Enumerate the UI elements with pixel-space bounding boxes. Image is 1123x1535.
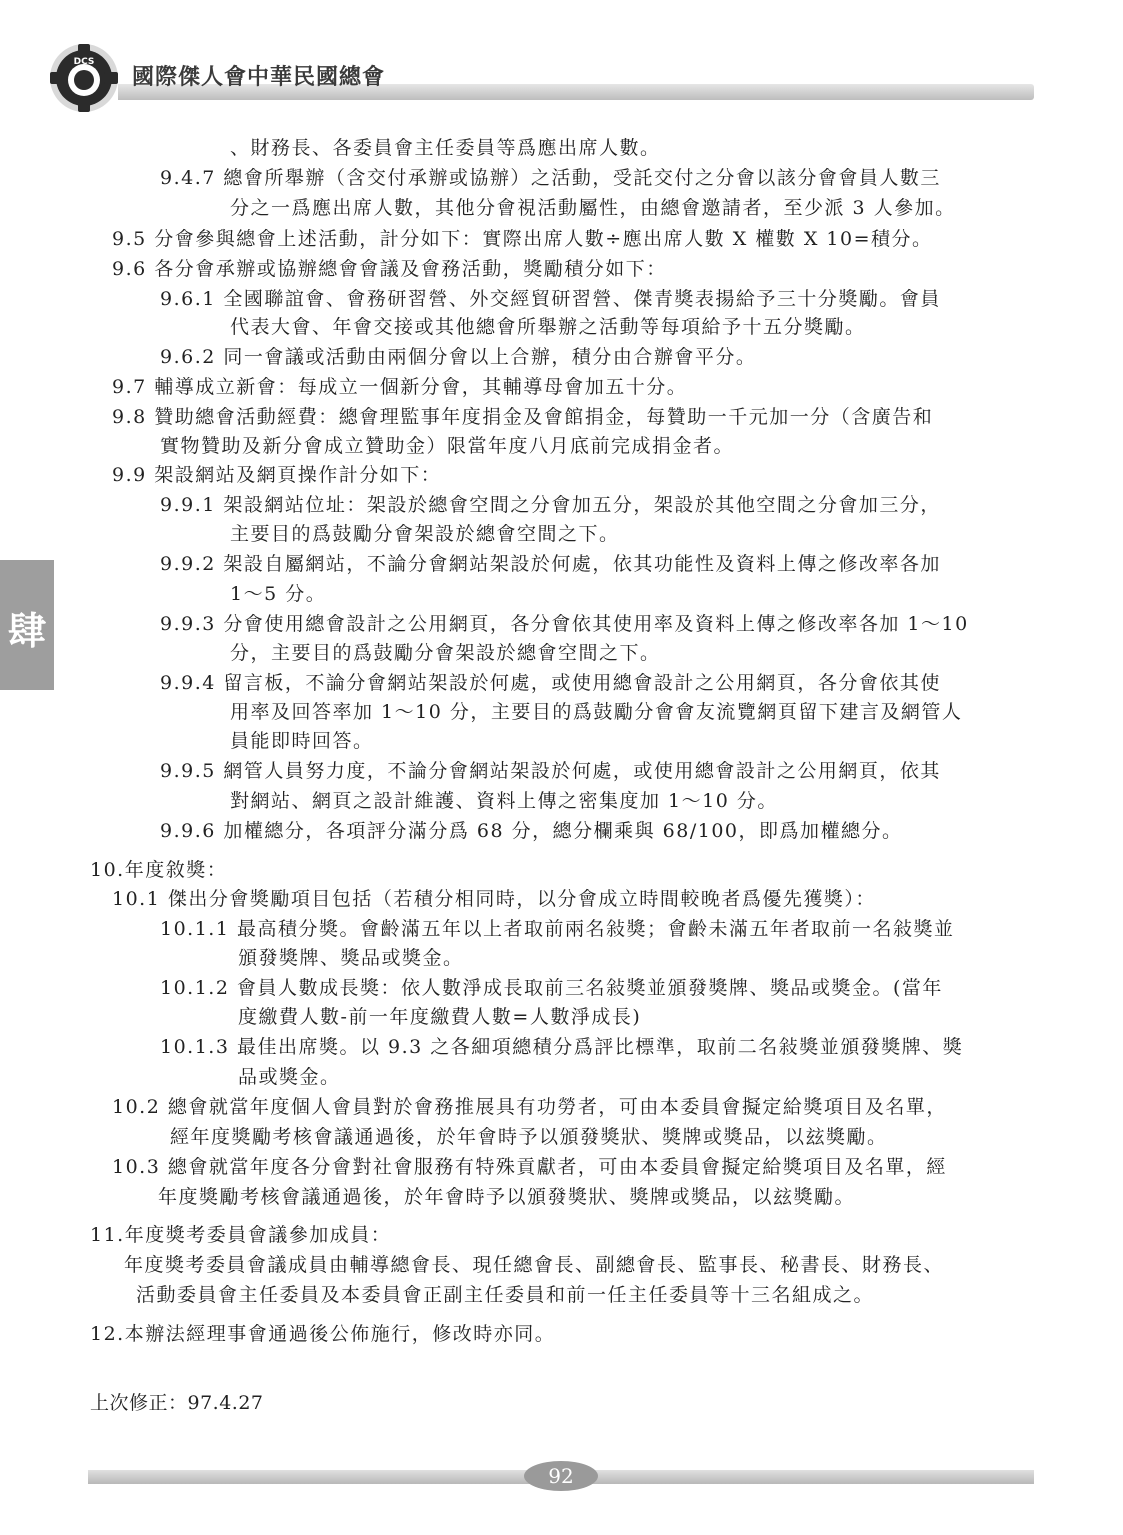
text-line: 年度獎考委員會議成員由輔導總會長、現任總會長、副總會長、監事長、秘書長、財務長、 <box>124 1254 945 1276</box>
text-line: 10.年度敘獎： <box>90 859 228 881</box>
text-line: 10.2 總會就當年度個人會員對於會務推展具有功勞者，可由本委員會擬定給獎項目及名單， <box>112 1096 947 1118</box>
text-line: 、財務長、各委員會主任委員等爲應出席人數。 <box>230 137 661 159</box>
text-line: 實物贊助及新分會成立贊助金）限當年度八月底前完成捐金者。 <box>160 435 735 457</box>
text-line: 9.9 架設網站及網頁操作計分如下： <box>112 464 442 486</box>
text-line: 年度獎勵考核會議通過後，於年會時予以頒發獎狀、獎牌或獎品，以玆獎勵。 <box>158 1186 856 1208</box>
dcs-logo-icon <box>48 42 120 114</box>
text-line: 代表大會、年會交接或其他總會所舉辦之活動等每項給予十五分獎勵。 <box>230 316 866 338</box>
text-line: 活動委員會主任委員及本委員會正副主任委員和前一任主任委員等十三名組成之。 <box>136 1284 875 1306</box>
text-line: 10.3 總會就當年度各分會對社會服務有特殊貢獻者，可由本委員會擬定給獎項目及名單，經 <box>112 1156 947 1178</box>
text-line: 用率及回答率加 1～10 分，主要目的爲鼓勵分會會友流覽網頁留下建言及網管人 <box>230 701 963 723</box>
page-header <box>0 0 1123 110</box>
text-line: 11.年度獎考委員會議參加成員： <box>90 1224 392 1246</box>
text-line: 10.1 傑出分會獎勵項目包括（若積分相同時，以分會成立時間較晚者爲優先獲獎）： <box>112 888 876 910</box>
text-line: 12.本辦法經理事會通過後公佈施行，修改時亦同。 <box>90 1323 556 1345</box>
text-line: 9.5 分會參與總會上述活動，計分如下：實際出席人數÷應出席人數 X 權數 X 10=積分。 <box>112 228 933 250</box>
text-line: 主要目的爲鼓勵分會架設於總會空間之下。 <box>230 523 620 545</box>
text-line: 1～5 分。 <box>230 583 327 605</box>
text-line: 經年度獎勵考核會議通過後，於年會時予以頒發獎狀、獎牌或獎品，以玆獎勵。 <box>170 1126 888 1148</box>
text-line: 9.6.1 全國聯誼會、會務研習營、外交經貿研習營、傑青獎表揚給予三十分獎勵。會員 <box>160 288 941 310</box>
text-line: 品或獎金。 <box>238 1066 341 1088</box>
text-line: 10.1.2 會員人數成長獎：依人數淨成長取前三名敍獎並頒發獎牌、獎品或獎金。(當年 <box>160 977 943 999</box>
text-line: 對網站、網頁之設計維護、資料上傳之密集度加 1～10 分。 <box>230 790 778 812</box>
text-line: 9.9.2 架設自屬網站，不論分會網站架設於何處，依其功能性及資料上傳之修改率各加 <box>160 553 941 575</box>
text-line: 9.6 各分會承辦或協辦總會會議及會務活動，獎勵積分如下： <box>112 258 667 280</box>
chapter-tab-label: 肆 <box>7 608 46 653</box>
text-line: 員能即時回答。 <box>230 730 374 752</box>
text-line: 9.9.3 分會使用總會設計之公用網頁，各分會依其使用率及資料上傳之修改率各加 1～10 <box>160 613 969 635</box>
chapter-tab <box>0 560 54 690</box>
text-line: 9.9.1 架設網站位址：架設於總會空間之分會加五分，架設於其他空間之分會加三分， <box>160 494 941 516</box>
text-line: 9.9.5 網管人員努力度，不論分會網站架設於何處，或使用總會設計之公用網頁，依其 <box>160 760 941 782</box>
text-line: 9.7 輔導成立新會：每成立一個新分會，其輔導母會加五十分。 <box>112 376 688 398</box>
text-line: 頒發獎牌、獎品或獎金。 <box>238 947 464 969</box>
text-line: 度繳費人數-前一年度繳費人數=人數淨成長) <box>238 1006 642 1028</box>
text-line: 10.1.1 最高積分獎。會齡滿五年以上者取前兩名敍獎；會齡未滿五年者取前一名敍獎並 <box>160 918 955 940</box>
page-number: 92 <box>524 1461 598 1491</box>
text-line: 10.1.3 最佳出席獎。以 9.3 之各細項總積分爲評比標準，取前二名敍獎並頒發獎牌、獎 <box>160 1036 964 1058</box>
logo-text: DCS <box>73 57 95 67</box>
revision-date: 上次修正：97.4.27 <box>90 1392 264 1414</box>
text-line: 分，主要目的爲鼓勵分會架設於總會空間之下。 <box>230 642 661 664</box>
text-line: 9.9.4 留言板，不論分會網站架設於何處，或使用總會設計之公用網頁，各分會依其使 <box>160 672 941 694</box>
text-line: 9.8 贊助總會活動經費：總會理監事年度捐金及會館捐金，每贊助一千元加一分（含廣告和 <box>112 406 934 428</box>
text-line: 9.6.2 同一會議或活動由兩個分會以上合辦，積分由合辦會平分。 <box>160 346 757 368</box>
organization-title: 國際傑人會中華民國總會 <box>132 65 386 90</box>
text-line: 分之一爲應出席人數，其他分會視活動屬性，由總會邀請者，至少派 3 人參加。 <box>230 197 956 219</box>
text-line: 9.9.6 加權總分，各項評分滿分爲 68 分，總分欄乘與 68/100，即爲加權總分。 <box>160 820 903 842</box>
text-line: 9.4.7 總會所舉辦（含交付承辦或協辦）之活動，受託交付之分會以該分會會員人數三 <box>160 167 941 189</box>
